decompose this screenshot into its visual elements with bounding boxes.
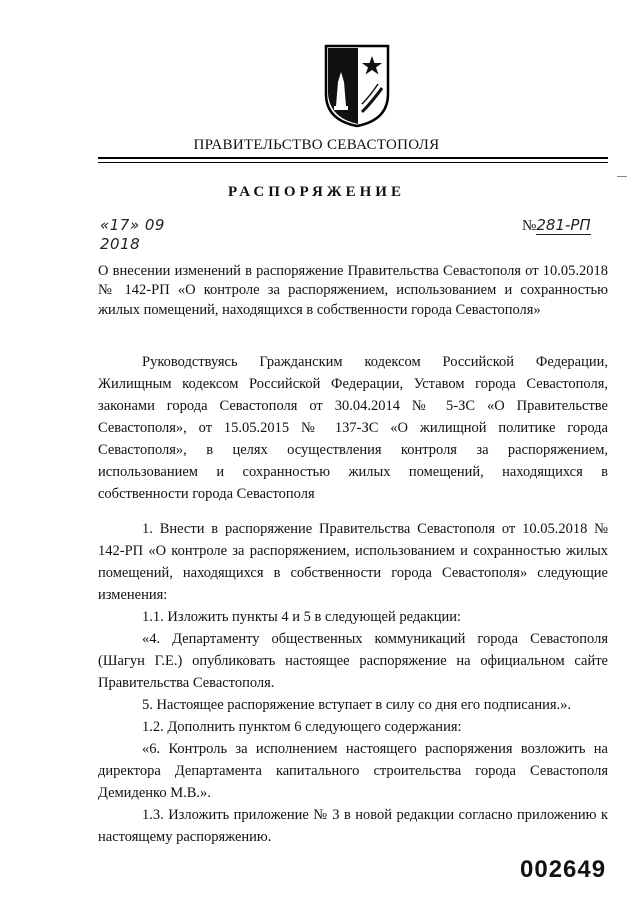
government-title: ПРАВИТЕЛЬСТВО СЕВАСТОПОЛЯ [193, 137, 440, 153]
number-sign: № [522, 218, 537, 234]
header-rule-thick [98, 157, 608, 159]
body-paragraph: 1. Внести в распоряжение Правительства Севастополя от 10.05.2018 № 142-РП «О контроле за распоряжением, использованием и сохранностью жилых помещений, находящихся в собственности города Севастополя» следующие изменения: [98, 521, 608, 603]
document-preamble [98, 351, 608, 505]
document-number [522, 216, 612, 240]
document-subject: О внесении изменений в распоряжение Правительства Севастополя от 10.05.2018 № 142-РП «О контроле за распоряжением, использованием и сохранностью жилых помещений, находящихся в собственности города Севастополя» [98, 263, 608, 318]
date-handwritten: «17» 09 2018 [100, 216, 165, 253]
body-paragraph: 1.3. Изложить приложение № 3 в новой редакции согласно приложению к настоящему распоряжению. [98, 807, 608, 845]
preamble-paragraph: Руководствуясь Гражданским кодексом Российской Федерации, Жилищным кодексом Российской Федерации, Уставом города Севастополя, законами города Севастополя от 30.04.2014 № 5-ЗС «О Правительстве Севастополя», от 15.05.2015 № 137-ЗС «О жилищной политике города Севастополя», в целях осуществления контроля за распоряжением, использованием и сохранностью жилых помещений, находящихся в собственности города Севастополя [98, 354, 608, 502]
sevastopol-coat-of-arms-emblem [322, 42, 392, 128]
body-paragraph: «6. Контроль за исполнением настоящего распоряжения возложить на директора Департамента капитального строительства города Севастополя Демиденко М.В.». [98, 741, 608, 801]
serial-number: 002649 [520, 856, 607, 883]
document-type-heading: РАСПОРЯЖЕНИЕ [228, 184, 405, 200]
document-date [100, 216, 210, 253]
document-body [98, 518, 608, 848]
number-handwritten: 281-РП [536, 216, 591, 234]
body-paragraph: «4. Департаменту общественных коммуникаций города Севастополя (Шагун Г.Е.) опубликовать настоящее распоряжение на официальном сайте Правительства Севастополя. [98, 631, 608, 691]
header-rule-thin [98, 162, 608, 163]
body-paragraph: 5. Настоящее распоряжение вступает в силу со дня его подписания.». [142, 697, 572, 713]
body-paragraph: 1.1. Изложить пункты 4 и 5 в следующей редакции: [142, 609, 462, 625]
scan-speck [617, 176, 627, 181]
body-paragraph: 1.2. Дополнить пунктом 6 следующего содержания: [142, 719, 462, 735]
